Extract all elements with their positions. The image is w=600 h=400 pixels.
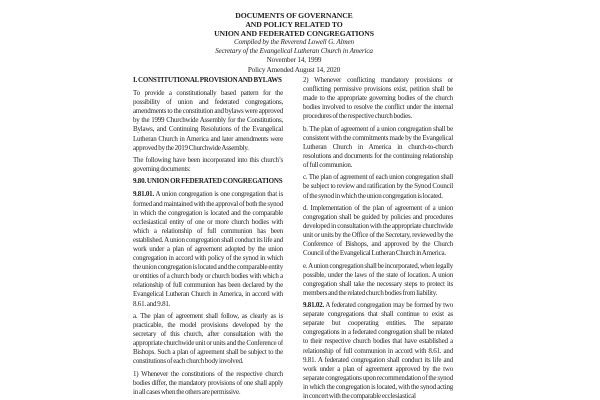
paragraph-item-1: 1) Whenever the constitutions of the respective church bodies differ, the mandatory provisions of one shall apply in all cases when the others are permissive. [133, 369, 283, 396]
paragraph-d: d. Implementation of the plan of agreement of a union congregation shall be guided by policies and procedures developed in consultation with the appropriate churchwide unit or units by the Office of the Secretary, reviewed by the Conference of Bishops, and approved by the Church Council of the Evangelical Lutheran Church in America. [303, 203, 453, 258]
document-title-line-2: AND POLICY RELATED TO [245, 20, 343, 30]
section-heading-union-federated: 9.80. UNION OR FEDERATED CONGREGATIONS [133, 177, 283, 186]
paragraph-intro: To provide a constitutionally based pattern for the possibility of union and federated congregations, amendments to the constitution and bylaws were approved by the 1999 Churchwide Assembly for the Constitutions, Bylaws, and Continuing Resolutions of the Evangelical Lutheran Church in America and later amendments were approved by the 2019 Churchwide Assembly. [133, 89, 283, 152]
paragraph-9-81-02-text: A federated congregation may be formed by two separate congregations that shall continue to exist as separate but cooperating entities. The separate congregations in a federated congregation shall be related to their respective church bodies that have established a relationship of full communion in accord with 8.61. and 9.81. A federated congregation shall conduct its life and work under a plan of agreement approved by the two separate congregations upon recommendation of the synod in which the congregation is located, with the synod acting in concert with the comparable ecclesiastical [303, 301, 453, 400]
paragraph-b: b. The plan of agreement of a union congregation shall be consistent with the commitments made by the Evangelical Lutheran Church in America in church-to-church resolutions and documents for the continuing relationship of full communion. [303, 124, 453, 170]
document-title-line-3: UNION AND FEDERATED CONGREGATIONS [214, 29, 374, 39]
section-heading-constitutional-provision: I. CONSTITUTIONAL PROVISION AND BYLAWS [133, 76, 282, 84]
paragraph-9-81-02 [303, 301, 453, 400]
paragraph-9-81-01 [133, 190, 283, 308]
compiled-by-line: Compiled by the Reverend Lowell G. Almen [234, 38, 354, 47]
left-column [133, 76, 283, 400]
document-header [133, 11, 455, 75]
paragraph-a: a. The plan of agreement shall follow, as clearly as is practicable, the model provisions developed by the secretary of this church, after consultation with the appropriate churchwide unit or units and the Conference of Bishops. Such a plan of agreement shall be subject to the constitutions of each church body involved. [133, 311, 283, 366]
paragraph-item-2: 2) Whenever conflicting mandatory provisions or conflicting permissive provisions exist, petition shall be made to the appropriate governing bodies of the church bodies involved to resolve the conflict under the internal procedures of the respective church bodies. [303, 76, 453, 121]
date-line: November 14, 1999 [266, 56, 322, 65]
secretary-line: Secretary of the Evangelical Lutheran Church in America [215, 47, 373, 56]
document-title-line-1: DOCUMENTS OF GOVERNANCE [235, 11, 353, 20]
paragraph-incorporated: The following have been incorporated into this church’s governing documents: [133, 155, 283, 174]
right-column [303, 76, 453, 400]
paragraph-e: e. A union congregation shall be incorporated, when legally possible, under the laws of the state of location. A union congregation shall take the necessary steps to protect its members and the related church bodies from liability. [303, 261, 453, 297]
paragraph-c: c. The plan of agreement of each union congregation shall be subject to review and ratification by the Synod Council of the synod in which the union congregation is located. [303, 173, 453, 200]
paragraph-9-81-01-text: A union congregation is one congregation that is formed and maintained with the approval of both the synod in which the congregation is located and the comparable ecclesiastical entity of one or more church bodies with which a relationship of full communion has been established. A union congregation shall conduct its life and work under a plan of agreement adopted by the union congregation in accord with policy of the synod in which the union congregation is located and the comparable entity or entities of a church body or church bodies with which a relationship of full communion has been declared by the Evangelical Lutheran Church in America, in accord with 8.61. and 9.81. [133, 190, 283, 308]
paragraph-9-81-02-number: 9.81.02. [303, 301, 324, 310]
paragraph-9-81-01-number: 9.81.01. [133, 190, 154, 199]
policy-amended-line: Policy Amended August 14, 2020 [247, 65, 341, 74]
